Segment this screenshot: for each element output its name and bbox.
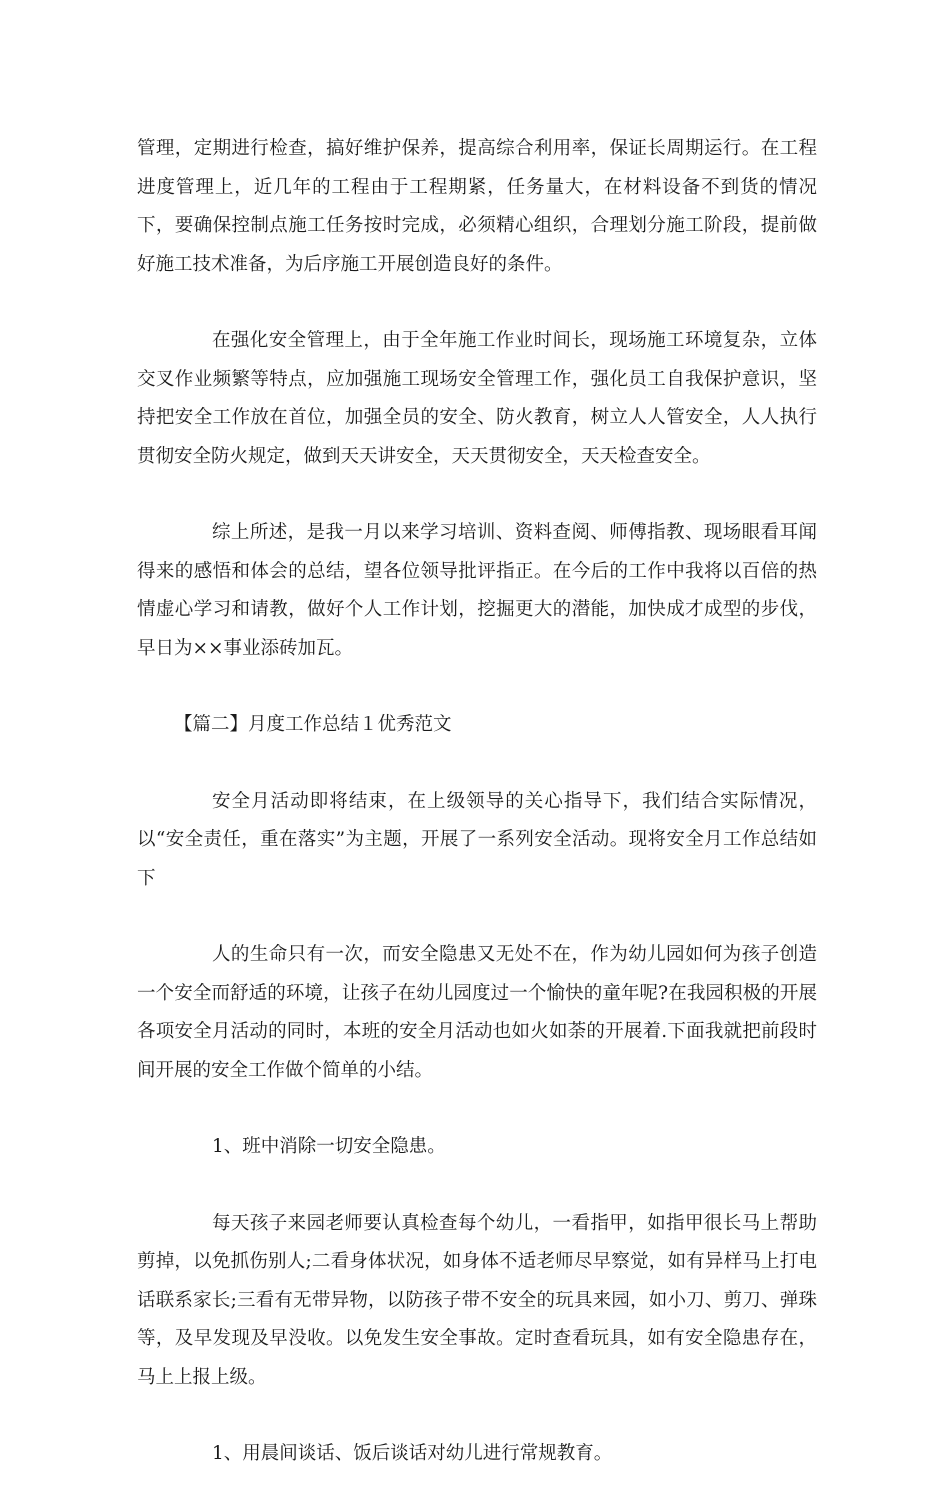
paragraph-5: 人的生命只有一次，而安全隐患又无处不在，作为幼儿园如何为孩子创造一个安全而舒适的环境，让孩子在幼儿园度过一个愉快的童年呢?在我园积极的开展各项安全月活动的同时，本班的安全月活动也如火如荼的开展着.下面我就把前段时间开展的安全工作做个简单的小结。	[137, 944, 817, 1081]
paragraph-6: 每天孩子来园老师要认真检查每个幼儿，一看指甲，如指甲很长马上帮助剪掉，以免抓伤别人;二看身体状况，如身体不适老师尽早察觉，如有异样马上打电话联系家长;三看有无带异物，以防孩子带不安全的玩具来园，如小刀、剪刀、弹珠等，及早发现及早没收。以免发生安全事故。定时查看玩具，如有安全隐患存在，马上上报上级。	[137, 1212, 817, 1388]
paragraph-2: 在强化安全管理上，由于全年施工作业时间长，现场施工环境复杂，立体交叉作业频繁等特点，应加强施工现场安全管理工作，强化员工自我保护意识，坚持把安全工作放在首位，加强全员的安全、防火教育，树立人人管安全，人人执行贯彻安全防火规定，做到天天讲安全，天天贯彻安全，天天检查安全。	[137, 330, 817, 467]
list-item-2: 1、用晨间谈话、饭后谈话对幼儿进行常规教育。	[212, 1443, 613, 1464]
paragraph-4: 安全月活动即将结束，在上级领导的关心指导下，我们结合实际情况，以“安全责任，重在落实”为主题，开展了一系列安全活动。现将安全月工作总结如下	[137, 790, 817, 889]
list-item-1: 1、班中消除一切安全隐患。	[212, 1136, 446, 1157]
paragraph-3: 综上所述，是我一月以来学习培训、资料查阅、师傅指教、现场眼看耳闻得来的感悟和体会的总结，望各位领导批评指正。在今后的工作中我将以百倍的热情虚心学习和请教，做好个人工作计划，挖掘更大的潜能，加快成才成型的步伐，早日为××事业添砖加瓦。	[137, 522, 817, 659]
document-body	[137, 130, 817, 1512]
paragraph-1: 管理，定期进行检查，搞好维护保养，提高综合利用率，保证长周期运行。在工程进度管理上，近几年的工程由于工程期紧，任务量大，在材料设备不到货的情况下，要确保控制点施工任务按时完成，必须精心组织，合理划分施工阶段，提前做好施工技术准备，为后序施工开展创造良好的条件。	[137, 138, 817, 275]
section-heading: 【篇二】月度工作总结１优秀范文	[174, 714, 452, 735]
